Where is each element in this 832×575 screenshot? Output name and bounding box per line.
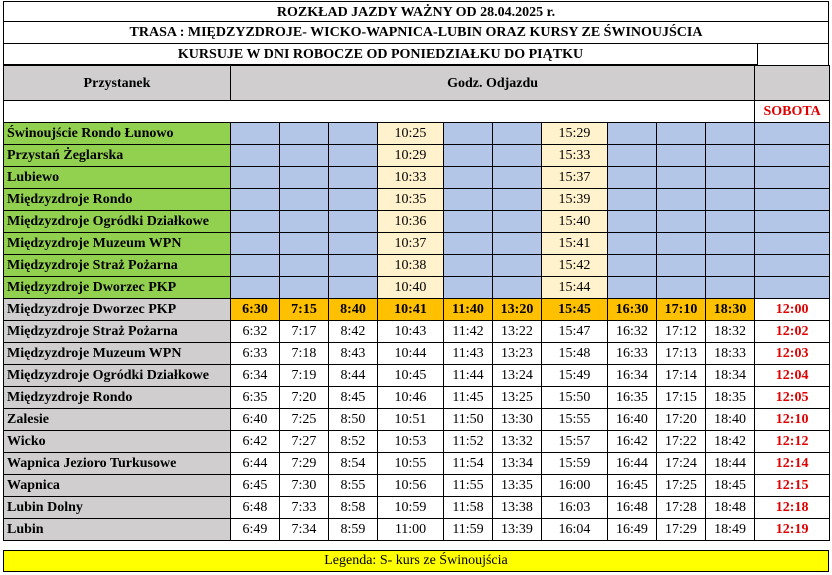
empty-cell xyxy=(329,167,378,189)
departure-time: 16:33 xyxy=(608,343,657,365)
saturday-time: 12:10 xyxy=(755,409,830,431)
empty-cell xyxy=(329,255,378,277)
stop-name: Wapnica xyxy=(4,475,231,497)
empty-cell xyxy=(231,145,280,167)
departure-time: 10:36 xyxy=(378,211,444,233)
departure-time: 18:35 xyxy=(706,387,755,409)
table-row xyxy=(4,519,830,541)
departure-time: 11:40 xyxy=(444,299,493,321)
empty-cell xyxy=(706,277,755,299)
empty-cell xyxy=(755,277,830,299)
departure-time: 15:45 xyxy=(542,299,608,321)
departure-time: 7:29 xyxy=(280,453,329,475)
departure-time: 6:32 xyxy=(231,321,280,343)
empty-cell xyxy=(231,277,280,299)
column-header-departure: Godz. Odjazdu xyxy=(231,66,755,101)
departure-time: 15:37 xyxy=(542,167,608,189)
departure-time: 7:17 xyxy=(280,321,329,343)
stop-name: Wicko xyxy=(4,431,231,453)
table-row xyxy=(4,343,830,365)
saturday-header-spacer xyxy=(755,66,830,101)
departure-time: 15:42 xyxy=(542,255,608,277)
empty-cell xyxy=(329,189,378,211)
departure-time: 15:44 xyxy=(542,277,608,299)
departure-time: 11:00 xyxy=(378,519,444,541)
departure-time: 6:35 xyxy=(231,387,280,409)
departure-time: 16:42 xyxy=(608,431,657,453)
departure-time: 13:38 xyxy=(493,497,542,519)
departure-time: 11:45 xyxy=(444,387,493,409)
departure-time: 11:59 xyxy=(444,519,493,541)
table-row xyxy=(4,387,830,409)
table-row xyxy=(4,255,830,277)
stop-name: Lubiewo xyxy=(4,167,231,189)
departure-time: 10:44 xyxy=(378,343,444,365)
departure-time: 6:45 xyxy=(231,475,280,497)
departure-time: 15:49 xyxy=(542,365,608,387)
departure-time: 17:15 xyxy=(657,387,706,409)
empty-cell xyxy=(231,123,280,145)
departure-time: 10:41 xyxy=(378,299,444,321)
stop-name: Zalesie xyxy=(4,409,231,431)
empty-cell xyxy=(444,145,493,167)
departure-time: 6:42 xyxy=(231,431,280,453)
departure-time: 17:20 xyxy=(657,409,706,431)
table-row xyxy=(4,365,830,387)
stop-name: Przystań Żeglarska xyxy=(4,145,231,167)
departure-time: 11:44 xyxy=(444,365,493,387)
saturday-time: 12:15 xyxy=(755,475,830,497)
stop-name: Wapnica Jezioro Turkusowe xyxy=(4,453,231,475)
empty-cell xyxy=(608,123,657,145)
stop-name: Międzyzdroje Muzeum WPN xyxy=(4,233,231,255)
empty-cell xyxy=(444,277,493,299)
departure-time: 6:48 xyxy=(231,497,280,519)
empty-cell xyxy=(608,167,657,189)
departure-time: 17:14 xyxy=(657,365,706,387)
empty-cell xyxy=(444,189,493,211)
departure-time: 7:19 xyxy=(280,365,329,387)
departure-time: 18:49 xyxy=(706,519,755,541)
departure-time: 15:29 xyxy=(542,123,608,145)
saturday-time: 12:19 xyxy=(755,519,830,541)
legend: Legenda: S- kurs ze Świnoujścia xyxy=(3,550,829,572)
empty-cell xyxy=(280,277,329,299)
departure-time: 10:40 xyxy=(378,277,444,299)
empty-cell xyxy=(280,233,329,255)
empty-cell xyxy=(755,233,830,255)
departure-time: 16:35 xyxy=(608,387,657,409)
table-row xyxy=(4,123,830,145)
departure-time: 7:15 xyxy=(280,299,329,321)
departure-time: 10:43 xyxy=(378,321,444,343)
departure-time: 8:50 xyxy=(329,409,378,431)
departure-time: 15:55 xyxy=(542,409,608,431)
departure-time: 18:40 xyxy=(706,409,755,431)
empty-cell xyxy=(755,145,830,167)
departure-time: 8:52 xyxy=(329,431,378,453)
departure-time: 17:22 xyxy=(657,431,706,453)
departure-time: 6:44 xyxy=(231,453,280,475)
departure-time: 11:54 xyxy=(444,453,493,475)
empty-cell xyxy=(493,233,542,255)
departure-time: 17:29 xyxy=(657,519,706,541)
departure-time: 16:30 xyxy=(608,299,657,321)
stop-name: Międzyzdroje Dworzec PKP xyxy=(4,277,231,299)
stop-name: Świnoujście Rondo Łunowo xyxy=(4,123,231,145)
departure-time: 16:00 xyxy=(542,475,608,497)
table-row xyxy=(4,189,830,211)
empty-cell xyxy=(231,255,280,277)
departure-time: 15:40 xyxy=(542,211,608,233)
table-row xyxy=(4,497,830,519)
stop-name: Międzyzdroje Ogródki Działkowe xyxy=(4,365,231,387)
empty-cell xyxy=(755,211,830,233)
table-row xyxy=(4,475,830,497)
empty-cell xyxy=(706,255,755,277)
departure-time: 16:48 xyxy=(608,497,657,519)
departure-time: 17:28 xyxy=(657,497,706,519)
departure-time: 10:37 xyxy=(378,233,444,255)
empty-cell xyxy=(706,233,755,255)
departure-time: 13:20 xyxy=(493,299,542,321)
departure-time: 10:46 xyxy=(378,387,444,409)
departure-time: 18:45 xyxy=(706,475,755,497)
departure-time: 13:34 xyxy=(493,453,542,475)
departure-time: 7:27 xyxy=(280,431,329,453)
empty-cell xyxy=(657,189,706,211)
departure-time: 13:30 xyxy=(493,409,542,431)
table-row xyxy=(4,431,830,453)
empty-cell xyxy=(444,255,493,277)
departure-time: 8:45 xyxy=(329,387,378,409)
empty-cell xyxy=(329,123,378,145)
departure-time: 10:29 xyxy=(378,145,444,167)
saturday-time: 12:02 xyxy=(755,321,830,343)
empty-cell xyxy=(493,189,542,211)
departure-time: 7:18 xyxy=(280,343,329,365)
blank-row xyxy=(4,101,755,123)
departure-time: 15:48 xyxy=(542,343,608,365)
empty-cell xyxy=(493,211,542,233)
saturday-time: 12:12 xyxy=(755,431,830,453)
departure-time: 8:40 xyxy=(329,299,378,321)
departure-time: 15:39 xyxy=(542,189,608,211)
stop-name: Międzyzdroje Rondo xyxy=(4,189,231,211)
departure-time: 10:33 xyxy=(378,167,444,189)
empty-cell xyxy=(608,145,657,167)
departure-time: 13:25 xyxy=(493,387,542,409)
saturday-header: SOBOTA xyxy=(755,101,830,123)
departure-time: 6:33 xyxy=(231,343,280,365)
departure-time: 6:49 xyxy=(231,519,280,541)
departure-time: 15:33 xyxy=(542,145,608,167)
departure-time: 7:33 xyxy=(280,497,329,519)
empty-cell xyxy=(329,277,378,299)
table-row xyxy=(4,277,830,299)
timetable-title: ROZKŁAD JAZDY WAŻNY OD 28.04.2025 r. xyxy=(3,1,829,22)
empty-cell xyxy=(444,123,493,145)
departure-time: 16:44 xyxy=(608,453,657,475)
table-row xyxy=(4,453,830,475)
empty-cell xyxy=(706,123,755,145)
stop-name: Międzyzdroje Ogródki Działkowe xyxy=(4,211,231,233)
stop-name: Międzyzdroje Dworzec PKP xyxy=(4,299,231,321)
departure-time: 13:32 xyxy=(493,431,542,453)
departure-time: 18:30 xyxy=(706,299,755,321)
departure-time: 15:41 xyxy=(542,233,608,255)
departure-time: 18:42 xyxy=(706,431,755,453)
departure-time: 8:54 xyxy=(329,453,378,475)
empty-cell xyxy=(608,211,657,233)
empty-cell xyxy=(657,123,706,145)
empty-cell xyxy=(608,255,657,277)
stop-name: Lubin Dolny xyxy=(4,497,231,519)
departure-time: 11:50 xyxy=(444,409,493,431)
empty-cell xyxy=(444,233,493,255)
departure-time: 18:32 xyxy=(706,321,755,343)
empty-cell xyxy=(657,145,706,167)
days-caption-spacer xyxy=(758,44,829,65)
saturday-time: 12:05 xyxy=(755,387,830,409)
departure-time: 11:43 xyxy=(444,343,493,365)
departure-time: 10:25 xyxy=(378,123,444,145)
saturday-time: 12:04 xyxy=(755,365,830,387)
departure-time: 13:35 xyxy=(493,475,542,497)
departure-time: 10:38 xyxy=(378,255,444,277)
departure-time: 15:59 xyxy=(542,453,608,475)
table-row xyxy=(4,211,830,233)
empty-cell xyxy=(608,277,657,299)
saturday-time: 12:14 xyxy=(755,453,830,475)
departure-time: 10:59 xyxy=(378,497,444,519)
departure-time: 18:48 xyxy=(706,497,755,519)
empty-cell xyxy=(657,167,706,189)
empty-cell xyxy=(280,145,329,167)
departure-time: 13:23 xyxy=(493,343,542,365)
departure-time: 15:50 xyxy=(542,387,608,409)
departure-time: 15:57 xyxy=(542,431,608,453)
empty-cell xyxy=(444,167,493,189)
empty-cell xyxy=(280,123,329,145)
departure-time: 17:12 xyxy=(657,321,706,343)
empty-cell xyxy=(493,123,542,145)
departure-time: 13:22 xyxy=(493,321,542,343)
empty-cell xyxy=(329,233,378,255)
empty-cell xyxy=(706,189,755,211)
empty-cell xyxy=(608,189,657,211)
departure-time: 10:56 xyxy=(378,475,444,497)
departure-time: 17:13 xyxy=(657,343,706,365)
departure-time: 7:20 xyxy=(280,387,329,409)
departure-time: 6:34 xyxy=(231,365,280,387)
departure-time: 16:40 xyxy=(608,409,657,431)
departure-time: 11:55 xyxy=(444,475,493,497)
departure-time: 16:34 xyxy=(608,365,657,387)
departure-time: 18:33 xyxy=(706,343,755,365)
column-header-stop: Przystanek xyxy=(4,66,231,101)
departure-time: 10:55 xyxy=(378,453,444,475)
empty-cell xyxy=(706,167,755,189)
empty-cell xyxy=(493,255,542,277)
departure-time: 16:32 xyxy=(608,321,657,343)
empty-cell xyxy=(231,167,280,189)
departure-time: 18:44 xyxy=(706,453,755,475)
departure-time: 8:43 xyxy=(329,343,378,365)
empty-cell xyxy=(280,189,329,211)
empty-cell xyxy=(755,189,830,211)
departure-time: 10:35 xyxy=(378,189,444,211)
departure-time: 10:45 xyxy=(378,365,444,387)
departure-time: 17:24 xyxy=(657,453,706,475)
empty-cell xyxy=(280,167,329,189)
departure-time: 8:59 xyxy=(329,519,378,541)
empty-cell xyxy=(329,145,378,167)
departure-time: 8:44 xyxy=(329,365,378,387)
empty-cell xyxy=(231,211,280,233)
stop-name: Międzyzdroje Rondo xyxy=(4,387,231,409)
empty-cell xyxy=(280,255,329,277)
empty-cell xyxy=(657,233,706,255)
departure-time: 6:30 xyxy=(231,299,280,321)
timetable-sheet xyxy=(3,1,829,574)
table-row xyxy=(4,167,830,189)
empty-cell xyxy=(329,211,378,233)
empty-cell xyxy=(706,211,755,233)
departure-time: 16:49 xyxy=(608,519,657,541)
departure-time: 7:30 xyxy=(280,475,329,497)
departure-time: 16:45 xyxy=(608,475,657,497)
departure-time: 11:52 xyxy=(444,431,493,453)
saturday-time: 12:00 xyxy=(755,299,830,321)
empty-cell xyxy=(444,211,493,233)
departure-time: 7:34 xyxy=(280,519,329,541)
saturday-time: 12:18 xyxy=(755,497,830,519)
empty-cell xyxy=(231,233,280,255)
timetable xyxy=(3,65,830,541)
empty-cell xyxy=(493,145,542,167)
departure-time: 15:47 xyxy=(542,321,608,343)
stop-name: Międzyzdroje Straż Pożarna xyxy=(4,255,231,277)
departure-time: 11:42 xyxy=(444,321,493,343)
table-row xyxy=(4,233,830,255)
departure-time: 16:04 xyxy=(542,519,608,541)
empty-cell xyxy=(657,255,706,277)
empty-cell xyxy=(706,145,755,167)
empty-cell xyxy=(493,167,542,189)
stop-name: Międzyzdroje Straż Pożarna xyxy=(4,321,231,343)
saturday-time: 12:03 xyxy=(755,343,830,365)
empty-cell xyxy=(231,189,280,211)
days-caption: KURSUJE W DNI ROBOCZE OD PONIEDZIAŁKU DO PIĄTKU xyxy=(3,44,758,65)
departure-time: 8:55 xyxy=(329,475,378,497)
table-row xyxy=(4,299,830,321)
departure-time: 18:34 xyxy=(706,365,755,387)
departure-time: 11:58 xyxy=(444,497,493,519)
empty-cell xyxy=(657,211,706,233)
table-row xyxy=(4,145,830,167)
empty-cell xyxy=(755,255,830,277)
departure-time: 8:58 xyxy=(329,497,378,519)
empty-cell xyxy=(493,277,542,299)
departure-time: 6:40 xyxy=(231,409,280,431)
departure-time: 10:51 xyxy=(378,409,444,431)
stop-name: Międzyzdroje Muzeum WPN xyxy=(4,343,231,365)
departure-time: 17:25 xyxy=(657,475,706,497)
route-title: TRASA : MIĘDZYZDROJE- WICKO-WAPNICA-LUBIN ORAZ KURSY ZE ŚWINOUJŚCIA xyxy=(3,22,829,44)
empty-cell xyxy=(280,211,329,233)
departure-time: 10:53 xyxy=(378,431,444,453)
empty-cell xyxy=(755,167,830,189)
table-row xyxy=(4,321,830,343)
empty-cell xyxy=(608,233,657,255)
departure-time: 17:10 xyxy=(657,299,706,321)
empty-cell xyxy=(755,123,830,145)
stop-name: Lubin xyxy=(4,519,231,541)
departure-time: 8:42 xyxy=(329,321,378,343)
empty-cell xyxy=(657,277,706,299)
departure-time: 16:03 xyxy=(542,497,608,519)
departure-time: 7:25 xyxy=(280,409,329,431)
departure-time: 13:39 xyxy=(493,519,542,541)
departure-time: 13:24 xyxy=(493,365,542,387)
table-row xyxy=(4,409,830,431)
